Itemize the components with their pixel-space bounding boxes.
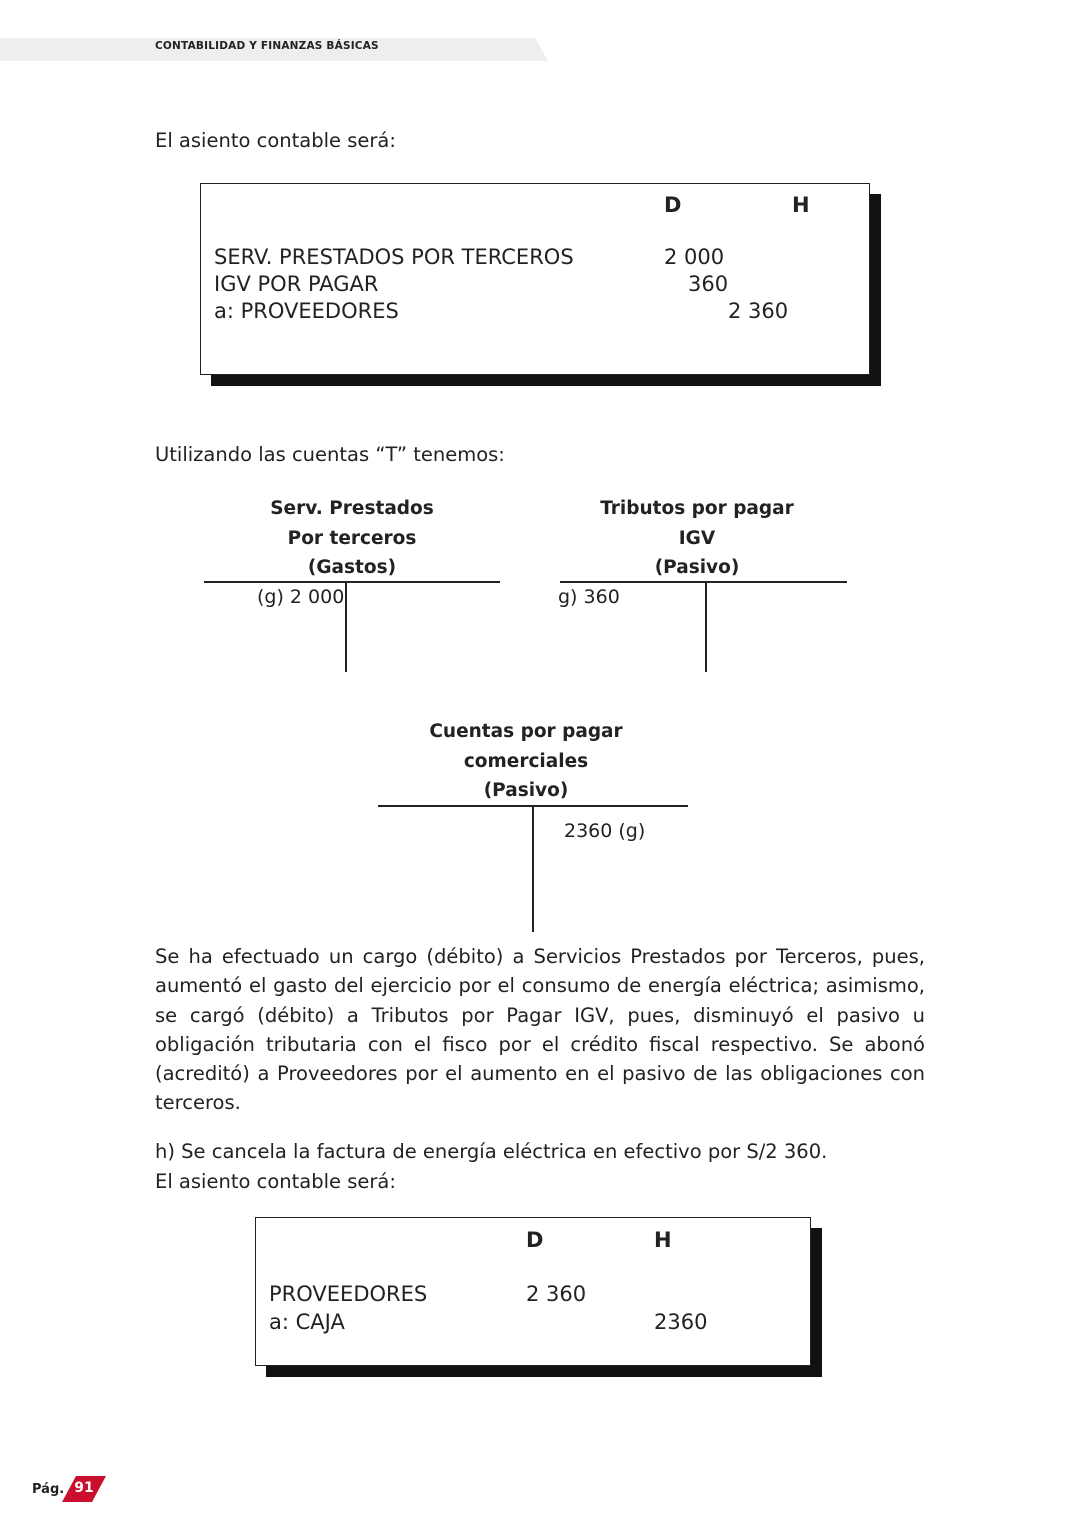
t-account-3-credit-entry: 2360 (g) (564, 820, 646, 842)
t-account-3-title-line-1: Cuentas por pagar (429, 721, 623, 742)
t-account-1-title-line-3: (Gastos) (307, 557, 397, 578)
t-account-2-title-line-2: IGV (678, 527, 716, 549)
explanation-paragraph: Se ha efectuado un cargo (débito) a Servicios Prestados por Terceros, pues, aumentó el gasto del ejercicio por el consumo de energía eléctrica; asimismo, se cargó (débito) a Tributos por Pagar IGV, pues, disminuyó el pasivo u obligación tributaria con el fisco por el crédito fiscal respectivo. Se abonó (acreditó) a Proveedores por el aumento en el pasivo de las obligaciones con terceros. (155, 945, 925, 1115)
t-account-2-title (548, 494, 846, 583)
t-account-3-title (376, 717, 676, 806)
t-account-1-title-line-1: Serv. Prestados (270, 498, 434, 519)
t-account-2-debit-entry: g) 360 (558, 586, 620, 608)
item-h-text: h) Se cancela la factura de energía eléctrica en efectivo por S/2 360. (155, 1140, 828, 1163)
entry2-account-1: PROVEEDORES (269, 1282, 428, 1306)
t-account-2-title-line-3: (Pasivo) (654, 557, 740, 578)
intro-text-3: El asiento contable será: (155, 1170, 396, 1193)
page-label: Pág. (32, 1482, 65, 1497)
credit-header: H (792, 193, 810, 217)
t-account-2-vline (705, 581, 707, 672)
t-account-1-title (204, 494, 500, 583)
credit-header-2: H (654, 1228, 672, 1252)
t-account-3-title-line-3: (Pasivo) (483, 780, 569, 801)
entry1-account-1: SERV. PRESTADOS POR TERCEROS (214, 245, 574, 269)
entry1-debit-2: 360 (688, 272, 729, 296)
t-account-1-debit-entry: (g) 2 000 (257, 586, 345, 608)
intro-text-1: El asiento contable será: (155, 129, 396, 152)
t-account-1-title-line-2: Por terceros (287, 527, 417, 549)
entry2-credit-2: 2360 (654, 1310, 708, 1334)
header-title: CONTABILIDAD Y FINANZAS BÁSICAS (155, 40, 379, 52)
t-account-2-hline (560, 581, 847, 583)
t-account-3-vline (532, 805, 534, 932)
t-account-1-hline (204, 581, 500, 583)
t-account-1-vline (345, 581, 347, 672)
entry-box-1 (200, 183, 870, 375)
entry1-account-2: IGV POR PAGAR (214, 272, 379, 296)
intro-text-2: Utilizando las cuentas “T” tenemos: (155, 443, 505, 466)
entry2-account-2: a: CAJA (269, 1310, 345, 1334)
debit-header: D (664, 193, 682, 217)
page-number: 91 (74, 1480, 94, 1496)
debit-header-2: D (526, 1228, 544, 1252)
entry1-debit-1: 2 000 (664, 245, 725, 269)
entry1-credit-3: 2 360 (728, 299, 789, 323)
t-account-3-title-line-2: comerciales (463, 750, 589, 772)
entry2-debit-1: 2 360 (526, 1282, 587, 1306)
entry1-account-3: a: PROVEEDORES (214, 299, 399, 323)
entry-box-2 (255, 1217, 811, 1366)
t-account-2-title-line-1: Tributos por pagar (600, 498, 794, 519)
